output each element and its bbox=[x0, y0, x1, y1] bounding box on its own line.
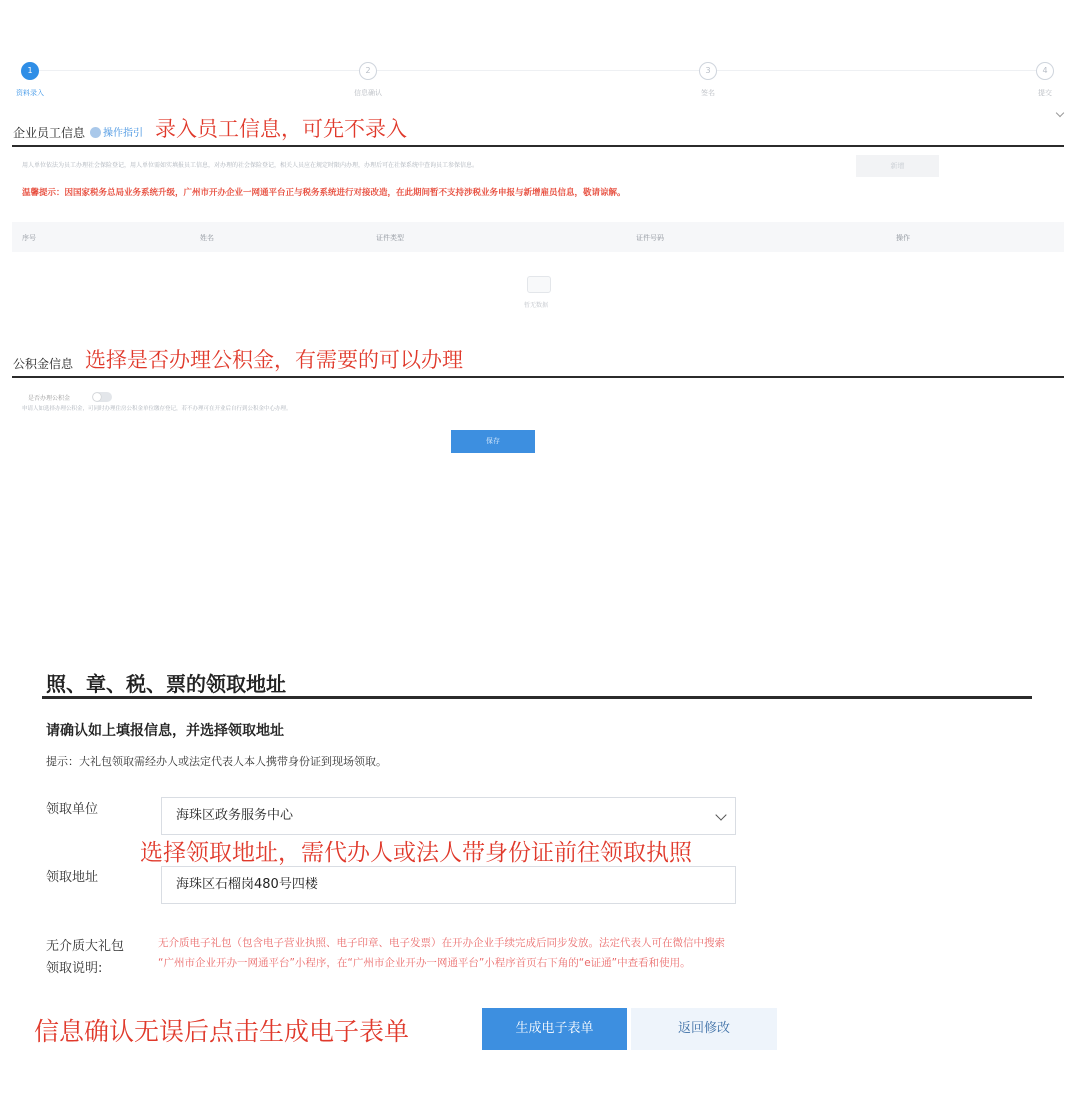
step-1-label: 资料录入 bbox=[16, 89, 44, 97]
step-2-label: 信息确认 bbox=[354, 89, 382, 97]
col-index: 序号 bbox=[22, 234, 36, 242]
fund-description: 申请人如选择办理公积金，可同时办理住房公积金单位缴存登记，若不办理可在开业后自行到公积金中心办理。 bbox=[22, 406, 292, 412]
col-id-number: 证件号码 bbox=[636, 234, 664, 242]
employee-section-title: 企业员工信息 bbox=[13, 126, 86, 140]
gift-description-line2: “广州市企业开办一网通平台”小程序，在“广州市企业开办一网通平台”小程序首页右下角的“e证通”中查看和使用。 bbox=[158, 957, 691, 969]
gift-label-line1: 无介质大礼包 bbox=[46, 939, 125, 954]
step-progress-line bbox=[30, 70, 1046, 71]
add-employee-button[interactable]: 新增 bbox=[856, 155, 939, 177]
empty-data-icon bbox=[527, 276, 551, 293]
pickup-subtitle: 请确认如上填报信息，并选择领取地址 bbox=[46, 723, 284, 739]
employee-divider bbox=[12, 145, 1064, 147]
fund-section-title: 公积金信息 bbox=[13, 357, 74, 371]
step-4[interactable] bbox=[1036, 62, 1054, 98]
fund-annotation: 选择是否办理公积金，有需要的可以办理 bbox=[85, 348, 463, 372]
step-1-number: 1 bbox=[21, 62, 39, 80]
collapse-chevron-icon[interactable] bbox=[1056, 109, 1064, 117]
pickup-address-field[interactable] bbox=[161, 866, 736, 904]
employee-table-header bbox=[12, 222, 1064, 252]
employee-description: 用人单位依法为员工办理社会保险登记，用人单位需如实填报员工信息，对办理的社会保险登记，相关人员应在规定时限内办理，办理后可在社保系统中查询员工参保信息。 bbox=[22, 162, 479, 169]
generate-form-button[interactable]: 生成电子表单 bbox=[482, 1008, 627, 1050]
pickup-unit-value: 海珠区政务服务中心 bbox=[176, 808, 294, 823]
operation-guide-link[interactable] bbox=[90, 124, 143, 139]
pickup-hint: 提示：大礼包领取需经办人或法定代表人本人携带身份证到现场领取。 bbox=[46, 755, 387, 768]
col-name: 姓名 bbox=[200, 234, 214, 242]
step-3-label: 签名 bbox=[701, 89, 715, 97]
system-upgrade-notice: 温馨提示：因国家税务总局业务系统升级，广州市开办企业一网通平台正与税务系统进行对接改造，在此期间暂不支持涉税业务申报与新增雇员信息，敬请谅解。 bbox=[22, 188, 626, 198]
gift-label-line2: 领取说明: bbox=[46, 961, 103, 976]
back-edit-button[interactable]: 返回修改 bbox=[631, 1008, 777, 1050]
guide-icon bbox=[90, 127, 101, 138]
empty-data-text: 暂无数据 bbox=[524, 302, 549, 309]
step-1[interactable] bbox=[16, 62, 44, 98]
pickup-unit-label: 领取单位 bbox=[46, 802, 99, 817]
step-4-label: 提交 bbox=[1038, 89, 1052, 97]
pickup-unit-select[interactable] bbox=[161, 797, 736, 835]
pickup-address-label: 领取地址 bbox=[46, 870, 99, 885]
step-4-number: 4 bbox=[1036, 62, 1054, 80]
save-button[interactable]: 保存 bbox=[451, 430, 535, 453]
fund-toggle-switch[interactable] bbox=[92, 392, 112, 402]
step-2-number: 2 bbox=[359, 62, 377, 80]
employee-annotation: 录入员工信息，可先不录入 bbox=[155, 117, 407, 141]
step-2[interactable] bbox=[354, 62, 382, 98]
toggle-knob bbox=[93, 393, 101, 401]
fund-divider bbox=[12, 376, 1064, 378]
gift-description-line1: 无介质电子礼包（包含电子营业执照、电子印章、电子发票）在开办企业手续完成后同步发放。法定代表人可在微信中搜索 bbox=[158, 937, 725, 949]
pickup-section-title: 照、章、税、票的领取地址 bbox=[46, 672, 286, 696]
step-3-number: 3 bbox=[699, 62, 717, 80]
col-actions: 操作 bbox=[896, 234, 910, 242]
pickup-divider bbox=[42, 696, 1032, 699]
col-id-type: 证件类型 bbox=[376, 234, 404, 242]
fund-toggle-label: 是否办理公积金 bbox=[28, 395, 71, 402]
pickup-address-value: 海珠区石榴岗480号四楼 bbox=[176, 877, 318, 892]
guide-link-label: 操作指引 bbox=[103, 128, 143, 139]
chevron-down-icon bbox=[715, 809, 726, 820]
final-annotation: 信息确认无误后点击生成电子表单 bbox=[34, 1017, 410, 1046]
pickup-address-annotation: 选择领取地址，需代办人或法人带身份证前往领取执照 bbox=[140, 840, 692, 866]
step-3[interactable] bbox=[699, 62, 717, 98]
